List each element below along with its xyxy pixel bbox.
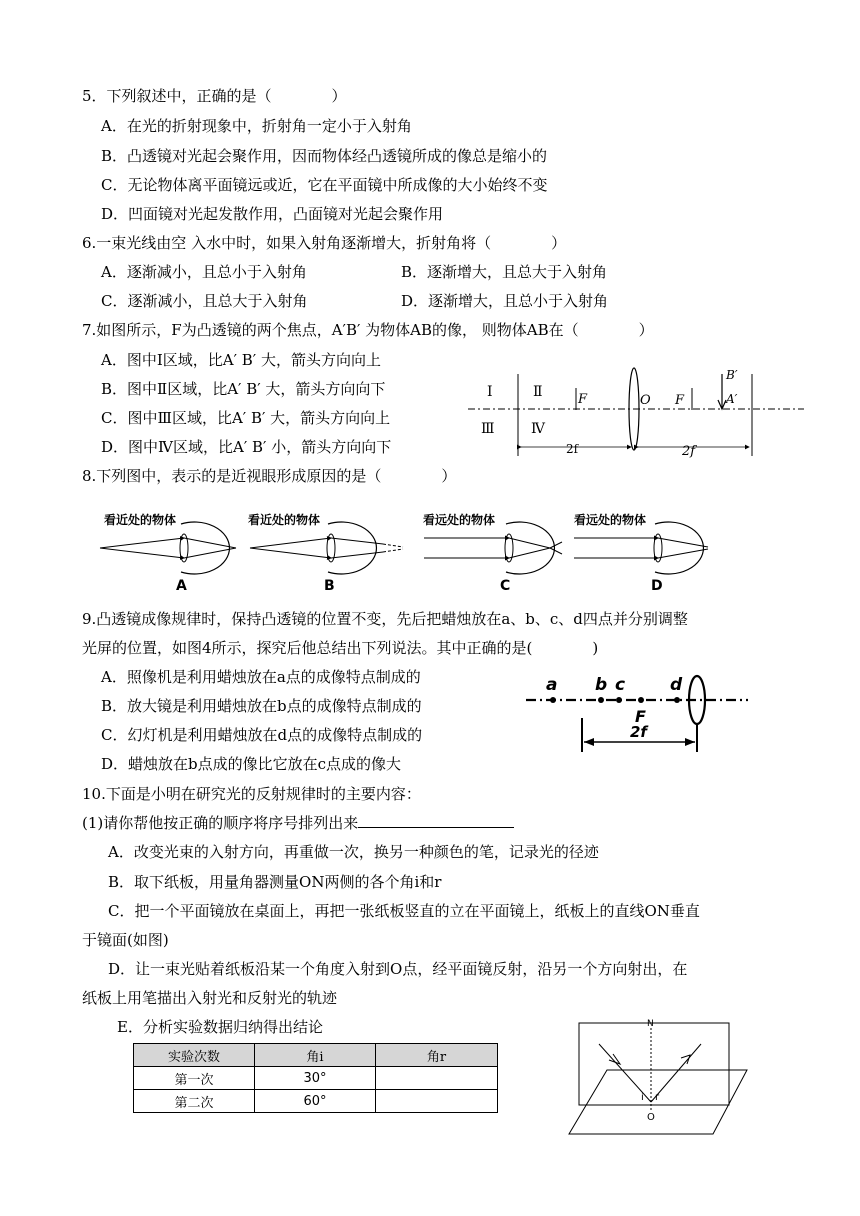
q10-step-c: C．把一个平面镜放在桌面上，再把一张纸板竖直的立在平面镜上，纸板上的直线ON垂直: [108, 902, 700, 920]
q7-option-c: C．图中Ⅲ区域，比A′ B′ 大，箭头方向向上: [101, 409, 391, 427]
table-cell-input[interactable]: [376, 1067, 498, 1090]
experiment-table: [133, 1043, 498, 1113]
q10-step-a: A．改变光束的入射方向，再重做一次，换另一种颜色的笔，记录光的径迹: [108, 843, 599, 861]
point-o-label: O: [647, 1112, 655, 1123]
q9-option-d: D．蜡烛放在b点成的像比它放在c点成的像大: [101, 755, 402, 773]
q6-option-d: D．逐渐增大，且总小于入射角: [401, 292, 609, 310]
region-4-label: Ⅳ: [531, 421, 545, 437]
paper-board: [579, 1023, 729, 1105]
eye-a-letter: A: [176, 578, 187, 594]
table-header: 实验次数: [134, 1044, 255, 1067]
q10-step-d-cont: 纸板上用笔描出入射光和反射光的轨迹: [82, 989, 338, 1007]
point-d-label: d: [670, 675, 683, 695]
q5-option-b: B．凸透镜对光起会聚作用，因而物体经凸透镜所成的像总是缩小的: [101, 147, 548, 165]
eye-a-caption: 看近处的物体: [104, 513, 177, 527]
table-cell: 第一次: [134, 1067, 255, 1090]
q5-option-d: D．凹面镜对光起发散作用，凸面镜对光起会聚作用: [101, 205, 444, 223]
point-a-label: a: [546, 675, 558, 695]
table-row: [134, 1067, 498, 1090]
q10-answer-blank[interactable]: [358, 813, 514, 828]
table-header: 角r: [376, 1044, 498, 1067]
table-header: 角i: [255, 1044, 376, 1067]
eye-c-caption: 看远处的物体: [423, 513, 496, 527]
q10-step-d: D．让一束光贴着纸板沿某一个角度入射到O点，经平面镜反射，沿另一个方向射出，在: [108, 960, 688, 978]
q5-option-a: A．在光的折射现象中，折射角一定小于入射角: [101, 117, 412, 135]
q9-candle-figure: [522, 668, 752, 763]
q7-option-a: A．图中Ⅰ区域，比A′ B′ 大，箭头方向向上: [101, 351, 381, 369]
q9-stem-line2: 光屏的位置，如图4所示，探究后他总结出下列说法。其中正确的是( ): [82, 639, 599, 657]
eye-c: [423, 512, 562, 594]
q10-step-c-cont: 于镜面(如图): [82, 931, 169, 949]
center-label: O: [640, 393, 651, 408]
dim-left-label: 2f: [566, 442, 579, 456]
q8-eye-figures: [98, 506, 778, 598]
q10-stem: 10.下面是小明在研究光的反射规律时的主要内容：: [82, 785, 421, 803]
q6-option-a: A．逐渐减小，且总小于入射角: [101, 263, 307, 281]
q10-step-e: E．分析实验数据归纳得出结论: [117, 1018, 323, 1036]
focus-left-label: F: [578, 392, 588, 407]
eye-a: [100, 512, 236, 594]
q9-option-c: C．幻灯机是利用蜡烛放在d点的成像特点制成的: [101, 726, 423, 744]
image-b-label: B′: [726, 368, 738, 382]
q5-stem: 5．下列叙述中，正确的是（ ）: [82, 87, 347, 105]
q6-option-b: B．逐渐增大，且总大于入射角: [401, 263, 608, 281]
q9-option-a: A．照像机是利用蜡烛放在a点的成像特点制成的: [101, 668, 421, 686]
q7-option-b: B．图中Ⅱ区域，比A′ B′ 大，箭头方向向下: [101, 380, 386, 398]
table-cell-input[interactable]: [376, 1090, 498, 1113]
dim-right-label: 2f: [682, 444, 696, 459]
q10-reflection-figure: [565, 1018, 750, 1138]
eye-d-letter: D: [651, 578, 663, 594]
focus-right-label: F: [675, 393, 685, 408]
point-b-label: b: [595, 675, 608, 695]
q9-stem-line1: 9.凸透镜成像规律时，保持凸透镜的位置不变，先后把蜡烛放在a、b、c、d四点并分别调整: [82, 610, 688, 628]
table-row: [134, 1090, 498, 1113]
table-header-row: [134, 1044, 498, 1067]
q9-focus-label: F: [635, 707, 646, 726]
region-1-label: Ⅰ: [487, 384, 493, 400]
eye-b-caption: 看近处的物体: [248, 513, 321, 527]
eye-b: [248, 512, 403, 594]
eye-b-letter: B: [324, 578, 335, 594]
q7-stem: 7.如图所示，F为凸透镜的两个焦点，A′B′ 为物体AB的像， 则物体AB在（ ）: [82, 321, 654, 339]
q10-sub1: [82, 813, 514, 833]
table-cell: 第二次: [134, 1090, 255, 1113]
region-2-label: Ⅱ: [533, 384, 543, 400]
eye-d-caption: 看远处的物体: [574, 513, 647, 527]
angle-r-label: r: [655, 1092, 660, 1103]
q6-stem: 6.一束光线由空 入水中时，如果入射角逐渐增大，折射角将（ ）: [82, 234, 567, 252]
eye-c-letter: C: [500, 578, 511, 594]
q8-stem: 8.下列图中，表示的是近视眼形成原因的是（ ）: [82, 467, 457, 485]
table-cell: 60°: [255, 1090, 376, 1113]
q10-step-b: B．取下纸板，用量角器测量ON两侧的各个角i和r: [108, 873, 442, 891]
image-a-label: A′: [726, 392, 738, 406]
point-c-label: c: [615, 675, 626, 695]
normal-n-label: N: [647, 1019, 654, 1029]
q9-option-b: B．放大镜是利用蜡烛放在b点的成像特点制成的: [101, 697, 422, 715]
q7-lens-figure: [466, 360, 806, 465]
q10-sub1-text: (1)请你帮他按正确的顺序将序号排列出来: [82, 814, 359, 832]
table-cell: 30°: [255, 1067, 376, 1090]
q9-dim-label: 2f: [630, 723, 647, 741]
q6-option-c: C．逐渐减小，且总大于入射角: [101, 292, 308, 310]
region-3-label: Ⅲ: [481, 421, 495, 437]
eye-d: [574, 512, 708, 594]
q5-option-c: C．无论物体离平面镜远或近，它在平面镜中所成像的大小始终不变: [101, 176, 548, 194]
q7-option-d: D．图中Ⅳ区域，比A′ B′ 小，箭头方向向下: [101, 438, 392, 456]
angle-i-label: i: [641, 1092, 644, 1103]
